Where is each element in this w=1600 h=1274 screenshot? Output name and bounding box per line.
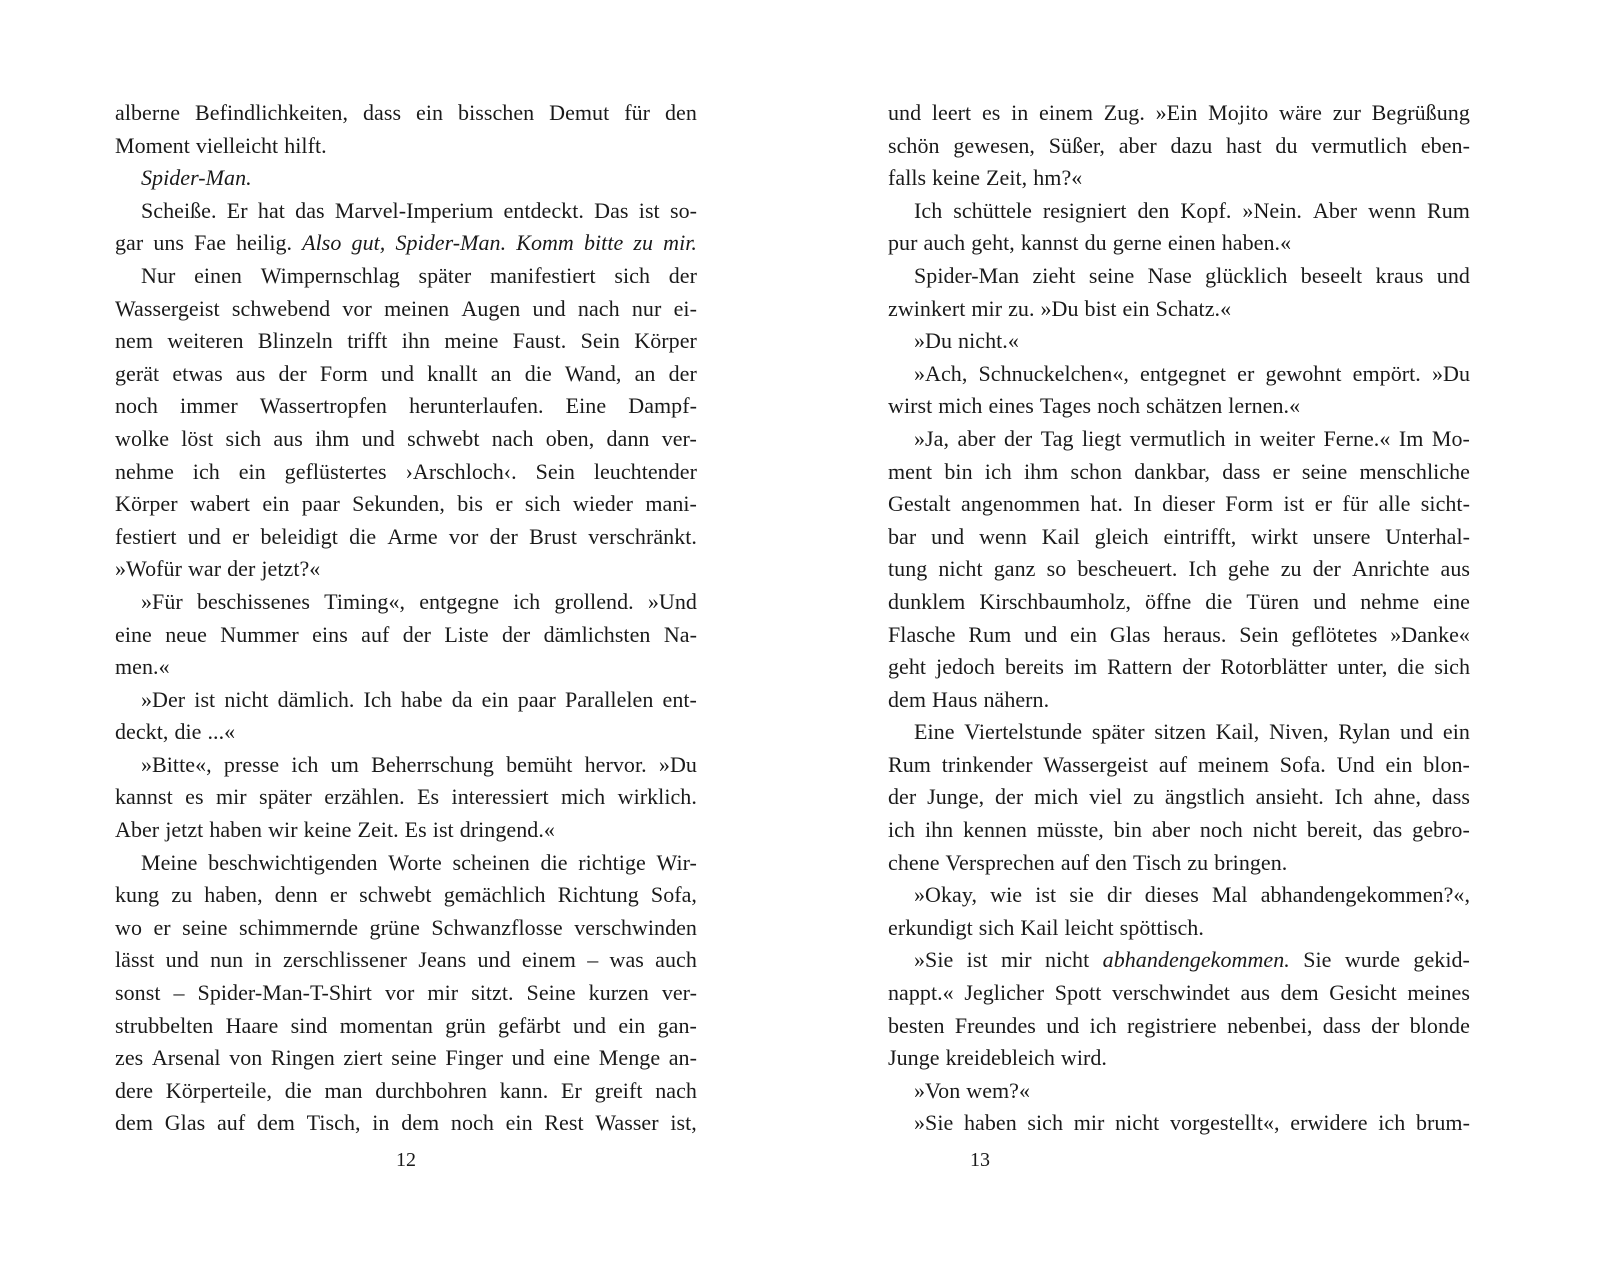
text-line: Aber jetzt haben wir keine Zeit. Es ist dringend.«	[115, 817, 555, 843]
text-line: zwinkert mir zu. »Du bist ein Schatz.«	[888, 295, 1232, 321]
text-line: gerät etwas aus der Form und knallt an die Wand, an der	[115, 360, 697, 386]
text-line: lässt und nun in zerschlissener Jeans und einem – was auch	[115, 947, 697, 973]
text-line: strubbelten Haare sind momentan grün gefärbt und ein gan-	[115, 1012, 697, 1038]
text-line: Flasche Rum und ein Glas heraus. Sein geflötetes »Danke«	[888, 621, 1470, 647]
text-line: »Ja, aber der Tag liegt vermutlich in weiter Ferne.« Im Mo-	[914, 425, 1470, 451]
text-line: noch immer Wassertropfen herunterlaufen. Eine Dampf-	[115, 393, 697, 419]
text-line: Spider-Man zieht seine Nase glücklich beseelt kraus und	[914, 262, 1470, 288]
text-line: alberne Befindlichkeiten, dass ein bisschen Demut für den	[115, 100, 697, 125]
left-page-text	[115, 97, 697, 1140]
text-line: Junge kreidebleich wird.	[888, 1045, 1107, 1071]
text-line: Meine beschwichtigenden Worte scheinen die richtige Wir-	[141, 849, 697, 875]
text-line: ment bin ich ihm schon dankbar, dass er seine menschliche	[888, 458, 1470, 484]
text-line: bar und wenn Kail gleich eintrifft, wirkt unsere Unterhal-	[888, 523, 1470, 549]
text-line: »Für beschissenes Timing«, entgegne ich grollend. »Und	[141, 588, 697, 614]
text-line: dere Körperteile, die man durchbohren kann. Er greift nach	[115, 1077, 697, 1103]
text-line: besten Freundes und ich registriere nebenbei, dass der blonde	[888, 1012, 1470, 1038]
page-number-right: 13	[970, 1149, 990, 1171]
text-line: kung zu haben, denn er schwebt gemächlich Richtung Sofa,	[115, 882, 697, 908]
text-line: nem weiteren Blinzeln trifft ihn meine Faust. Sein Körper	[115, 328, 697, 354]
text-line: »Okay, wie ist sie dir dieses Mal abhandengekommen?«,	[914, 882, 1470, 908]
text-line: Nur einen Wimpernschlag später manifestiert sich der	[141, 262, 697, 288]
text-line: Ich schüttele resigniert den Kopf. »Nein. Aber wenn Rum	[914, 197, 1470, 223]
text-line: Spider-Man.	[141, 165, 252, 191]
text-line: sonst – Spider-Man-T-Shirt vor mir sitzt. Seine kurzen ver-	[115, 980, 697, 1006]
text-line: »Du nicht.«	[914, 328, 1019, 354]
text-line: nappt.« Jeglicher Spott verschwindet aus dem Gesicht meines	[888, 980, 1470, 1006]
text-line: »Bitte«, presse ich um Beherrschung bemüht hervor. »Du	[141, 751, 697, 777]
text-line: Moment vielleicht hilft.	[115, 132, 327, 158]
text-line: wirst mich eines Tages noch schätzen lernen.«	[888, 393, 1301, 419]
text-line: deckt, die ...«	[115, 719, 236, 745]
text-line: wolke löst sich aus ihm und schwebt nach oben, dann ver-	[115, 425, 697, 451]
text-line: »Wofür war der jetzt?«	[115, 556, 321, 582]
text-line: chene Versprechen auf den Tisch zu bringen.	[888, 849, 1288, 875]
right-page-text	[888, 97, 1470, 1140]
text-line: Wassergeist schwebend vor meinen Augen und nach nur ei-	[115, 295, 697, 321]
text-line: »Sie ist mir nicht abhandengekommen. Sie wurde gekid-	[914, 947, 1470, 973]
text-line: ich ihn kennen müsste, bin aber noch nicht bereit, das gebro-	[888, 817, 1470, 843]
text-line: »Sie haben sich mir nicht vorgestellt«, erwidere ich brum-	[914, 1110, 1470, 1136]
text-line: kannst es mir später erzählen. Es interessiert mich wirklich.	[115, 784, 697, 810]
text-line: men.«	[115, 654, 170, 680]
text-line: nehme ich ein geflüstertes ›Arschloch‹. Sein leuchtender	[115, 458, 697, 484]
text-line: festiert und er beleidigt die Arme vor der Brust verschränkt.	[115, 523, 697, 549]
text-line: falls keine Zeit, hm?«	[888, 165, 1083, 191]
page-number-left: 12	[396, 1149, 416, 1171]
text-line: der Junge, der mich viel zu ängstlich ansieht. Ich ahne, dass	[888, 784, 1470, 810]
text-line: »Der ist nicht dämlich. Ich habe da ein paar Parallelen ent-	[141, 686, 697, 712]
text-line: geht jedoch bereits im Rattern der Rotorblätter unter, die sich	[888, 654, 1470, 680]
text-line: »Ach, Schnuckelchen«, entgegnet er gewohnt empört. »Du	[914, 360, 1470, 386]
text-line: zes Arsenal von Ringen ziert seine Finger und eine Menge an-	[115, 1045, 697, 1071]
text-line: Körper wabert ein paar Sekunden, bis er sich wieder mani-	[115, 491, 697, 517]
text-line: pur auch geht, kannst du gerne einen haben.«	[888, 230, 1292, 256]
text-line: Scheiße. Er hat das Marvel-Imperium entdeckt. Das ist so-	[141, 197, 697, 223]
text-line: gar uns Fae heilig. Also gut, Spider-Man. Komm bitte zu mir.	[115, 230, 697, 256]
text-line: dunklem Kirschbaumholz, öffne die Türen und nehme eine	[888, 588, 1470, 614]
text-line: und leert es in einem Zug. »Ein Mojito wäre zur Begrüßung	[888, 100, 1470, 125]
text-line: dem Glas auf dem Tisch, in dem noch ein Rest Wasser ist,	[115, 1110, 697, 1136]
text-line: tung nicht ganz so bescheuert. Ich gehe zu der Anrichte aus	[888, 556, 1470, 582]
text-line: wo er seine schimmernde grüne Schwanzflosse verschwinden	[115, 914, 697, 940]
text-line: dem Haus nähern.	[888, 686, 1050, 712]
text-line: erkundigt sich Kail leicht spöttisch.	[888, 914, 1204, 940]
text-line: Rum trinkender Wassergeist auf meinem Sofa. Und ein blon-	[888, 751, 1470, 777]
text-line: »Von wem?«	[914, 1077, 1031, 1103]
right-page	[800, 0, 1600, 1274]
text-line: schön gewesen, Süßer, aber dazu hast du vermutlich eben-	[888, 132, 1470, 158]
text-line: Gestalt angenommen hat. In dieser Form ist er für alle sicht-	[888, 491, 1470, 517]
text-line: eine neue Nummer eins auf der Liste der dämlichsten Na-	[115, 621, 697, 647]
text-line: Eine Viertelstunde später sitzen Kail, Niven, Rylan und ein	[914, 719, 1470, 745]
